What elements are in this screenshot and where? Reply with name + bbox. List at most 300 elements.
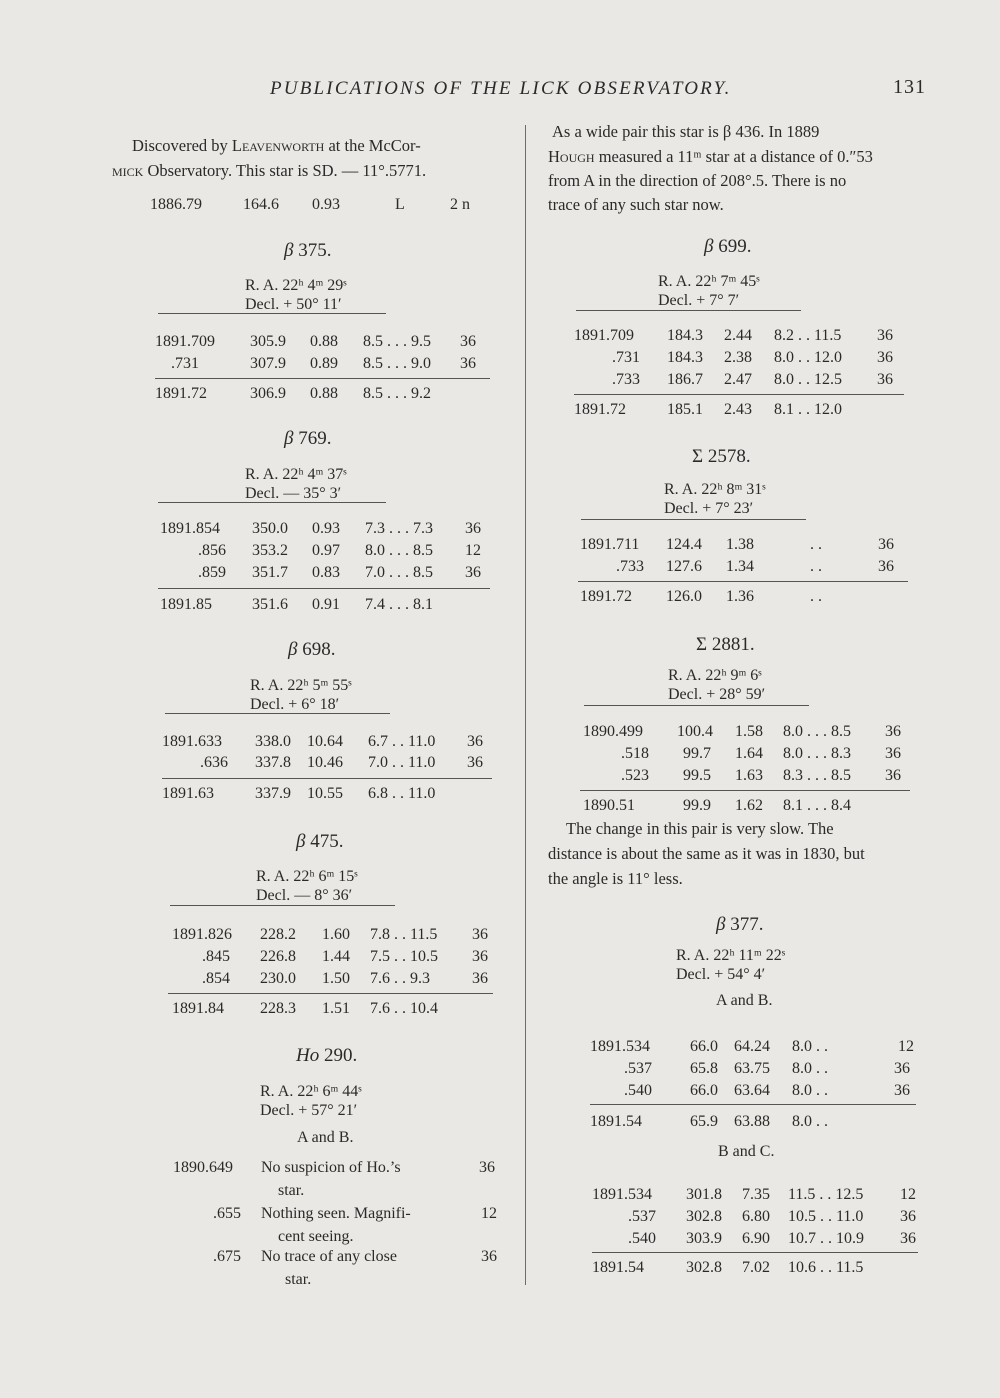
observation-note [173,1203,503,1249]
epoch: 1891.711 [580,536,640,553]
epoch: .636 [200,754,228,771]
right-ascension: R. A. 22ʰ 11ᵐ 22ˢ [676,947,786,964]
position-angle: 226.8 [260,948,296,965]
magnitudes: 7.5 . . 10.5 [370,948,438,965]
coordinates [664,480,766,518]
position-angle: 66.0 [690,1082,718,1099]
magnitudes: 7.0 . . 11.0 [368,754,436,771]
position-angle: 184.3 [667,349,703,366]
catalog-number: 2881. [711,634,755,655]
coordinates [245,276,347,314]
position-angle: 307.9 [250,355,286,372]
measure-row [590,1060,920,1082]
right-ascension: R. A. 22ʰ 8ᵐ 31ˢ [664,481,766,498]
magnitudes: 8.2 . . 11.5 [774,327,842,344]
nights: 36 [877,371,893,388]
position-angle: 164.6 [243,196,279,213]
right-ascension: R. A. 22ʰ 6ᵐ 44ˢ [260,1083,362,1100]
nights: 36 [894,1060,910,1077]
right-ascension: R. A. 22ʰ 4ᵐ 37ˢ [245,466,347,483]
position-angle: 351.7 [252,564,288,581]
observation-note [173,1157,503,1203]
distance: 1.34 [726,558,754,575]
position-angle: 186.7 [667,371,703,388]
catalog-number: 698. [302,639,336,660]
nights: 36 [460,355,476,372]
rule [158,588,490,589]
measure-row [155,355,485,377]
catalog-number: 290. [323,1045,358,1066]
mean-row [155,385,485,407]
observation-note [173,1246,503,1292]
epoch: .859 [198,564,226,581]
epoch: .845 [202,948,230,965]
distance: 1.63 [735,767,763,784]
distance: 7.35 [742,1186,770,1203]
epoch: 1891.85 [160,596,212,613]
measure-row [592,1208,922,1230]
nights: 36 [878,536,894,553]
epoch: 1891.709 [155,333,215,350]
epoch: .731 [612,349,640,366]
nights: 12 [898,1038,914,1055]
distance: 0.83 [312,564,340,581]
rule [168,993,493,994]
position-angle: 126.0 [666,588,702,605]
rule [580,790,910,791]
position-angle: 185.1 [667,401,703,418]
catalog-symbol: Σ [692,446,704,467]
position-angle: 100.4 [677,723,713,740]
magnitudes: 7.8 . . 11.5 [370,926,438,943]
measure-row [160,564,490,586]
epoch: .733 [612,371,640,388]
measure-row [583,745,913,767]
catalog-number: 699. [718,236,752,257]
note-text: No suspicion of Ho.’s [261,1159,401,1176]
distance: 0.88 [310,333,338,350]
nights: 12 [465,542,481,559]
mean-row [160,596,490,618]
declination: Decl. + 54° 4′ [676,966,766,983]
remark-line-2: distance is about the same as it was in 1830, but [548,844,865,863]
position-angle: 127.6 [666,558,702,575]
intro-text: Observatory. This star is SD. — 11°.5771. [143,161,427,180]
nights: 36 [877,327,893,344]
page-number: 131 [893,76,926,98]
mean-row [162,785,492,807]
catalog-symbol: Ho [296,1045,320,1066]
nights: 36 [467,733,483,750]
right-ascension: R. A. 22ʰ 9ᵐ 6ˢ [668,667,762,684]
epoch: 1891.63 [162,785,214,802]
running-title: PUBLICATIONS OF THE LICK OBSERVATORY. [270,78,732,99]
position-angle: 228.2 [260,926,296,943]
magnitudes: 6.7 . . 11.0 [368,733,436,750]
magnitudes: 10.6 . . 11.5 [788,1259,864,1276]
nights: 36 [878,558,894,575]
nights: 36 [900,1230,916,1247]
measure-row [574,371,904,393]
nights: 2 n [450,196,470,213]
rule [581,519,806,520]
measure-row [172,948,502,970]
star-heading [288,639,335,661]
star-heading [284,428,331,450]
intro-line-1 [132,133,421,159]
epoch: .537 [628,1208,656,1225]
distance: 64.24 [734,1038,770,1055]
magnitudes: 10.5 . . 11.0 [788,1208,864,1225]
position-angle: 305.9 [250,333,286,350]
measure-row [583,767,913,789]
coordinates [250,676,352,714]
rule [584,705,809,706]
position-angle: 338.0 [255,733,291,750]
epoch: 1891.54 [590,1113,642,1130]
intro-line-2 [112,158,426,184]
coordinates [676,946,785,984]
remark-line-3: the angle is 11° less. [548,869,683,888]
measure-row [172,926,502,948]
catalog-number: 375. [298,240,332,261]
epoch: 1891.534 [592,1186,652,1203]
rule [155,378,490,379]
position-angle: 337.8 [255,754,291,771]
component-label: B and C. [718,1143,775,1160]
magnitudes: 8.0 . . . 8.5 [365,542,433,559]
nights: 36 [479,1159,495,1176]
catalog-symbol: β [716,914,726,935]
epoch: 1891.72 [574,401,626,418]
observer: L [395,196,405,213]
distance: 2.43 [724,401,752,418]
epoch: .523 [621,767,649,784]
star-heading [704,236,751,258]
nights: 36 [877,349,893,366]
intro-text: at the McCor- [324,136,421,155]
rule [158,313,386,314]
position-angle: 99.7 [683,745,711,762]
epoch: 1891.54 [592,1259,644,1276]
note-text: No trace of any close [261,1248,397,1265]
component-label: A and B. [297,1129,354,1146]
position-angle: 99.5 [683,767,711,784]
mean-row [574,401,904,423]
epoch: 1891.72 [155,385,207,402]
magnitudes: 8.5 . . . 9.2 [363,385,431,402]
epoch: .675 [213,1248,241,1265]
declination: Decl. + 7° 23′ [664,500,754,517]
position-angle: 350.0 [252,520,288,537]
catalog-symbol: β [288,639,298,660]
magnitudes: . . [810,536,822,553]
distance: 1.36 [726,588,754,605]
nights: 36 [885,745,901,762]
distance: 0.93 [312,196,340,213]
epoch: 1886.79 [150,196,202,213]
note-text: star. [278,1182,305,1199]
rule [162,778,492,779]
epoch: 1891.84 [172,1000,224,1017]
measure-row [160,542,490,564]
distance: 0.89 [310,355,338,372]
star-heading [284,240,331,262]
catalog-number: 2578. [707,446,751,467]
catalog-symbol: β [296,831,306,852]
measure-row [155,333,485,355]
intro-line-4: trace of any such star now. [548,195,724,214]
epoch: .537 [624,1060,652,1077]
epoch: 1890.649 [173,1159,233,1176]
distance: 2.47 [724,371,752,388]
magnitudes: 7.6 . . 10.4 [370,1000,438,1017]
magnitudes: 8.5 . . . 9.5 [363,333,431,350]
measure-row [592,1186,922,1208]
position-angle: 228.3 [260,1000,296,1017]
intro-text: mick [112,161,144,180]
distance: 6.80 [742,1208,770,1225]
magnitudes: 8.5 . . . 9.0 [363,355,431,372]
catalog-number: 475. [310,831,344,852]
declination: Decl. — 8° 36′ [256,887,353,904]
measure-row [162,754,492,776]
epoch: .731 [171,355,199,372]
mean-row [580,588,910,610]
position-angle: 124.4 [666,536,702,553]
distance: 10.46 [307,754,343,771]
epoch: 1891.854 [160,520,220,537]
distance: 63.88 [734,1113,770,1130]
distance: 6.90 [742,1230,770,1247]
position-angle: 301.8 [686,1186,722,1203]
nights: 36 [460,333,476,350]
nights: 36 [465,564,481,581]
distance: 1.58 [735,723,763,740]
measure-row [592,1230,922,1252]
distance: 10.55 [307,785,343,802]
measure-row [580,536,910,558]
intro-text: measured a 11ᵐ star at a distance of 0.″53 [594,147,873,166]
distance: 1.50 [322,970,350,987]
catalog-symbol: β [284,240,294,261]
nights: 36 [472,970,488,987]
position-angle: 65.9 [690,1113,718,1130]
epoch: .540 [624,1082,652,1099]
column-divider [525,125,526,1285]
magnitudes: 8.0 . . . 8.5 [783,723,851,740]
position-angle: 99.9 [683,797,711,814]
coordinates [256,867,358,905]
catalog-number: 377. [730,914,764,935]
magnitudes: . . [810,588,822,605]
mean-row [590,1113,920,1135]
epoch: 1891.826 [172,926,232,943]
rule [165,713,390,714]
coordinates [668,666,765,704]
epoch: 1891.709 [574,327,634,344]
magnitudes: 8.3 . . . 8.5 [783,767,851,784]
epoch: .856 [198,542,226,559]
distance: 1.64 [735,745,763,762]
catalog-symbol: β [704,236,714,257]
measure-row [580,558,910,580]
nights: 36 [885,767,901,784]
note-text: cent seeing. [278,1228,354,1245]
catalog-number: 769. [298,428,332,449]
note-text: star. [285,1271,312,1288]
mean-row [592,1259,922,1281]
measure-row [590,1082,920,1104]
intro-line-1: As a wide pair this star is β 436. In 1889 [552,122,820,141]
note-text: Nothing seen. Magnifi- [261,1205,411,1222]
nights: 36 [481,1248,497,1265]
epoch: .733 [616,558,644,575]
remark-line-1: The change in this pair is very slow. The [566,819,834,838]
distance: 1.51 [322,1000,350,1017]
measure-row [590,1038,920,1060]
magnitudes: 7.0 . . . 8.5 [365,564,433,581]
declination: Decl. + 50° 11′ [245,296,342,313]
distance: 1.62 [735,797,763,814]
magnitudes: 11.5 . . 12.5 [788,1186,864,1203]
nights: 36 [472,948,488,965]
epoch: 1891.72 [580,588,632,605]
nights: 36 [467,754,483,771]
declination: Decl. — 35° 3′ [245,485,342,502]
catalog-symbol: β [284,428,294,449]
declination: Decl. + 57° 21′ [260,1102,358,1119]
position-angle: 302.8 [686,1259,722,1276]
right-ascension: R. A. 22ʰ 5ᵐ 55ˢ [250,677,352,694]
epoch: .518 [621,745,649,762]
position-angle: 351.6 [252,596,288,613]
coordinates [245,465,347,503]
magnitudes: 8.0 . . [792,1060,828,1077]
magnitudes: 8.0 . . 12.0 [774,349,842,366]
distance: 1.44 [322,948,350,965]
distance: 1.38 [726,536,754,553]
right-ascension: R. A. 22ʰ 6ᵐ 15ˢ [256,868,358,885]
position-angle: 337.9 [255,785,291,802]
intro-line-2 [548,144,873,170]
magnitudes: 6.8 . . 11.0 [368,785,436,802]
rule [578,581,908,582]
magnitudes: 7.6 . . 9.3 [370,970,430,987]
distance: 0.88 [310,385,338,402]
declination: Decl. + 28° 59′ [668,686,766,703]
magnitudes: 8.0 . . . 8.3 [783,745,851,762]
nights: 12 [481,1205,497,1222]
distance: 0.97 [312,542,340,559]
distance: 0.93 [312,520,340,537]
magnitudes: 8.1 . . 12.0 [774,401,842,418]
nights: 36 [465,520,481,537]
distance: 2.38 [724,349,752,366]
rule [574,394,904,395]
nights: 36 [885,723,901,740]
measure-row [574,349,904,371]
rule [590,1104,916,1105]
measure-row [160,520,490,542]
epoch: .540 [628,1230,656,1247]
epoch: .854 [202,970,230,987]
magnitudes: 10.7 . . 10.9 [788,1230,864,1247]
position-angle: 353.2 [252,542,288,559]
measure-row [162,733,492,755]
position-angle: 65.8 [690,1060,718,1077]
catalog-symbol: Σ [696,634,708,655]
nights: 36 [900,1208,916,1225]
position-angle: 302.8 [686,1208,722,1225]
position-angle: 66.0 [690,1038,718,1055]
epoch: 1891.633 [162,733,222,750]
star-heading [696,634,755,656]
measure-row [574,327,904,349]
rule [170,905,395,906]
right-ascension: R. A. 22ʰ 7ᵐ 45ˢ [658,273,760,290]
nights: 12 [900,1186,916,1203]
magnitudes: 7.4 . . . 8.1 [365,596,433,613]
observer-name: Leavenworth [231,136,325,155]
rule [576,310,801,311]
position-angle: 230.0 [260,970,296,987]
epoch: 1891.534 [590,1038,650,1055]
magnitudes: 7.3 . . . 7.3 [365,520,433,537]
magnitudes: . . [810,558,822,575]
rule [158,502,386,503]
star-heading [296,831,343,853]
distance: 63.64 [734,1082,770,1099]
position-angle: 184.3 [667,327,703,344]
distance: 0.91 [312,596,340,613]
nights: 36 [472,926,488,943]
measure-row [150,196,490,218]
distance: 7.02 [742,1259,770,1276]
component-label: A and B. [716,992,773,1009]
star-heading [692,446,751,468]
mean-row [172,1000,502,1022]
measure-row [172,970,502,992]
declination: Decl. + 7° 7′ [658,292,740,309]
rule [592,1252,918,1253]
observer-name: Hough [548,147,595,166]
distance: 1.60 [322,926,350,943]
nights: 36 [894,1082,910,1099]
distance: 63.75 [734,1060,770,1077]
coordinates [260,1082,362,1120]
coordinates [658,272,760,310]
intro-text: Discovered by [132,136,232,155]
epoch: 1890.51 [583,797,635,814]
star-heading [296,1045,357,1067]
position-angle: 303.9 [686,1230,722,1247]
intro-line-3: from A in the direction of 208°.5. There is no [548,171,847,190]
magnitudes: 8.0 . . 12.5 [774,371,842,388]
distance: 2.44 [724,327,752,344]
position-angle: 306.9 [250,385,286,402]
star-heading [716,914,763,936]
epoch: 1890.499 [583,723,643,740]
declination: Decl. + 6° 18′ [250,696,340,713]
right-ascension: R. A. 22ʰ 4ᵐ 29ˢ [245,277,347,294]
epoch: .655 [213,1205,241,1222]
magnitudes: 8.1 . . . 8.4 [783,797,851,814]
measure-row [583,723,913,745]
magnitudes: 8.0 . . [792,1113,828,1130]
magnitudes: 8.0 . . [792,1038,828,1055]
magnitudes: 8.0 . . [792,1082,828,1099]
